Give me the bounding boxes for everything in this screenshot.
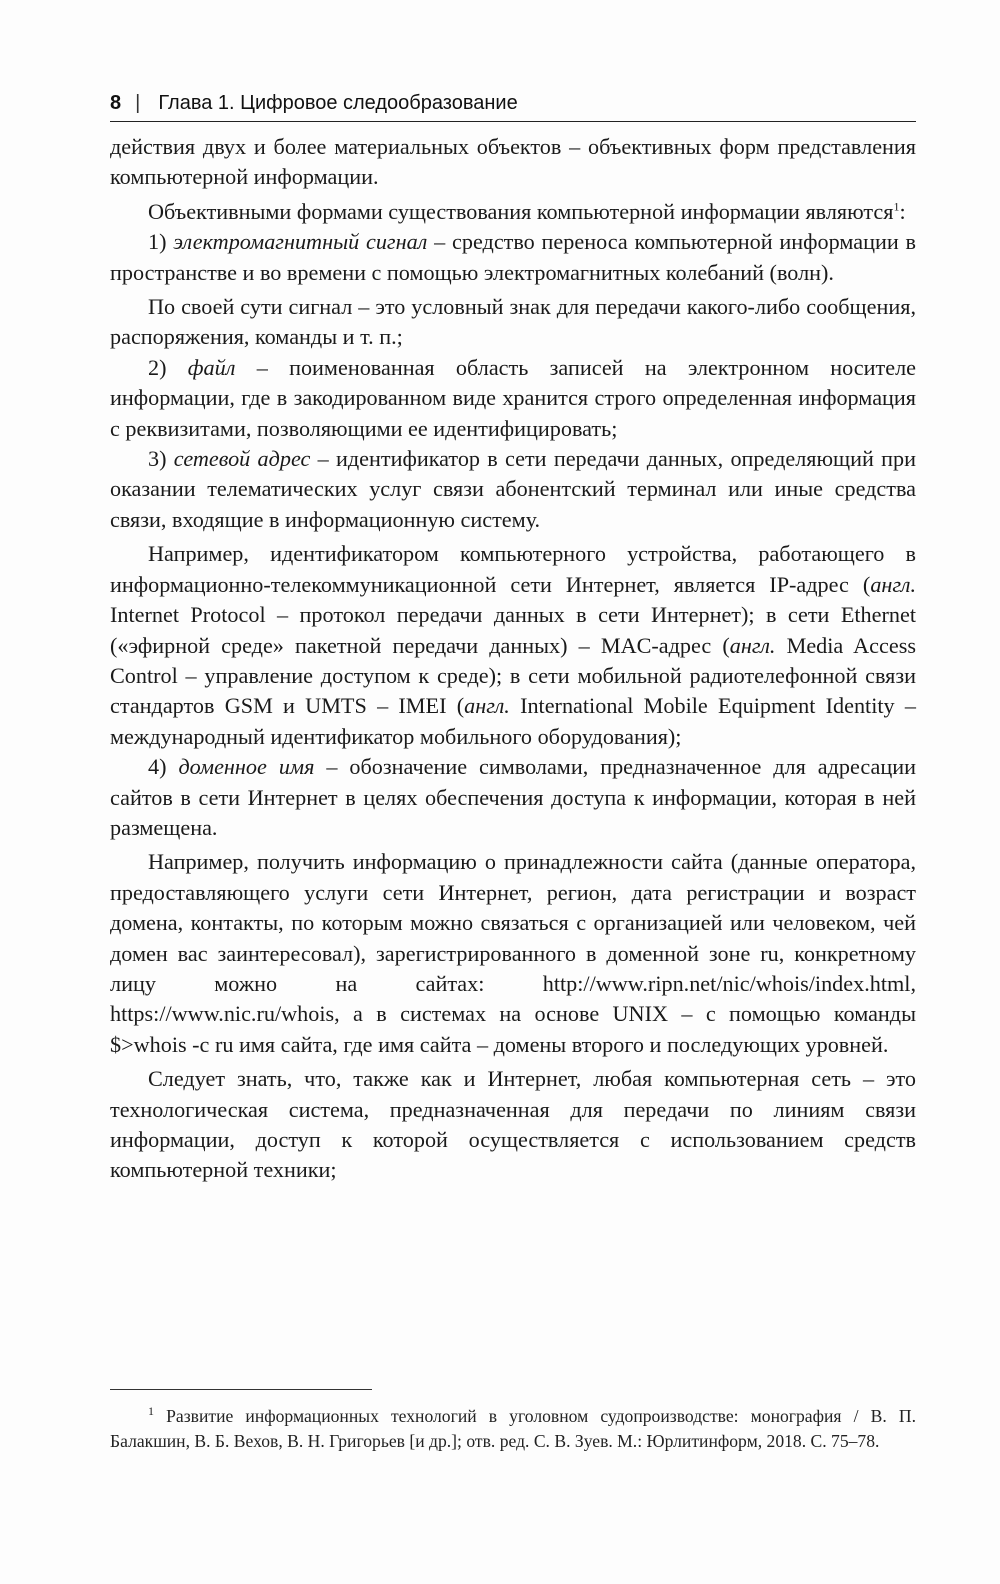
footnote-divider — [110, 1389, 372, 1390]
paragraph: По своей сути сигнал – это условный знак для передачи какого-либо сообщения, распоряжения, команды и т. п.; — [110, 294, 916, 350]
running-header — [110, 86, 916, 122]
paragraph: Например, получить информацию о принадлежности сайта (данные оператора, предоставляющего услуги сети Интернет, регион, дата регистрации и возраст домена, контакты, по которым можно связаться с организацией или человеком, чей домен вас заинтересовал), зарегистрированного в доменной зоне ru, конкретному лицу можно на сайтах: http://www.ripn.net/nic/whois/index.html, https://www.nic.ru/whois, а в системах на основе UNIX – с помощью команды $>whois -c ru имя сайта, где имя сайта – домены второго и последующих уровней. — [110, 849, 916, 1057]
chapter-title: Глава 1. Цифровое следообразование — [158, 92, 518, 114]
page-number: 8 — [110, 92, 122, 114]
term: электромагнитный сигнал — [173, 229, 428, 255]
term: доменное имя — [178, 754, 315, 780]
footnote-marker: 1 — [148, 1404, 154, 1419]
list-item-4: 4) доменное имя – обозначение символами, предназначенное для адресации сайтов в сети Интернет в целях обеспечения доступа к информации, которая в ней размещена. — [110, 754, 916, 840]
term: сетевой адрес — [173, 446, 311, 472]
body-text — [110, 132, 916, 1186]
paragraph: действия двух и более материальных объектов – объективных форм представления компьютерной информации. — [110, 134, 916, 190]
term: файл — [187, 354, 236, 380]
header-separator: | — [135, 92, 141, 114]
list-item-1: 1) электромагнитный сигнал – средство переноса компьютерной информации в пространстве и во времени с помощью электромагнитных колебаний (волн). — [110, 229, 917, 285]
paragraph: Следует знать, что, также как и Интернет, любая компьютерная сеть – это технологическая система, предназначенная для передачи по линиям связи информации, доступ к которой осуществляется с использованием средств компьютерной техники; — [110, 1066, 916, 1183]
footnote-ref: 1 — [893, 199, 900, 214]
list-item-3: 3) сетевой адрес – идентификатор в сети передачи данных, определяющий при оказании телематических услуг связи абонентский терминал или иные средства связи, входящие в информационную систему. — [110, 446, 917, 532]
paragraph: Например, идентификатором компьютерного устройства, работающего в информационно-телекоммуникационной сети Интернет, является IP-адрес (англ. Internet Protocol – протокол передачи данных в сети Интернет); в сети Ethernet («эфирной среде» пакетной передачи данных) – MAC-адрес (англ. Media Access Control – управление доступом к среде); в сети мобильной радиотелефонной связи стандартов GSM и UMTS – IMEI (англ. International Mobile Equipment Identity – международный идентификатор мобильного оборудования); — [110, 541, 916, 749]
footnote — [110, 1404, 916, 1454]
paragraph: Объективными формами существования компьютерной информации являются$^1$: — [148, 198, 906, 224]
footnote-text: Развитие информационных технологий в уголовном судопроизводстве: монография / В. П. Балакшин, В. Б. Вехов, В. Н. Григорьев [и др.]; отв. ред. С. В. Зуев. М.: Юрлитинформ, 2018. С. 75–78. — [110, 1406, 916, 1451]
list-item-2: 2) файл – поименованная область записей на электронном носителе информации, где в закодированном виде хранится строго определенная информация с реквизитами, позволяющими ее идентифицировать; — [110, 354, 916, 441]
